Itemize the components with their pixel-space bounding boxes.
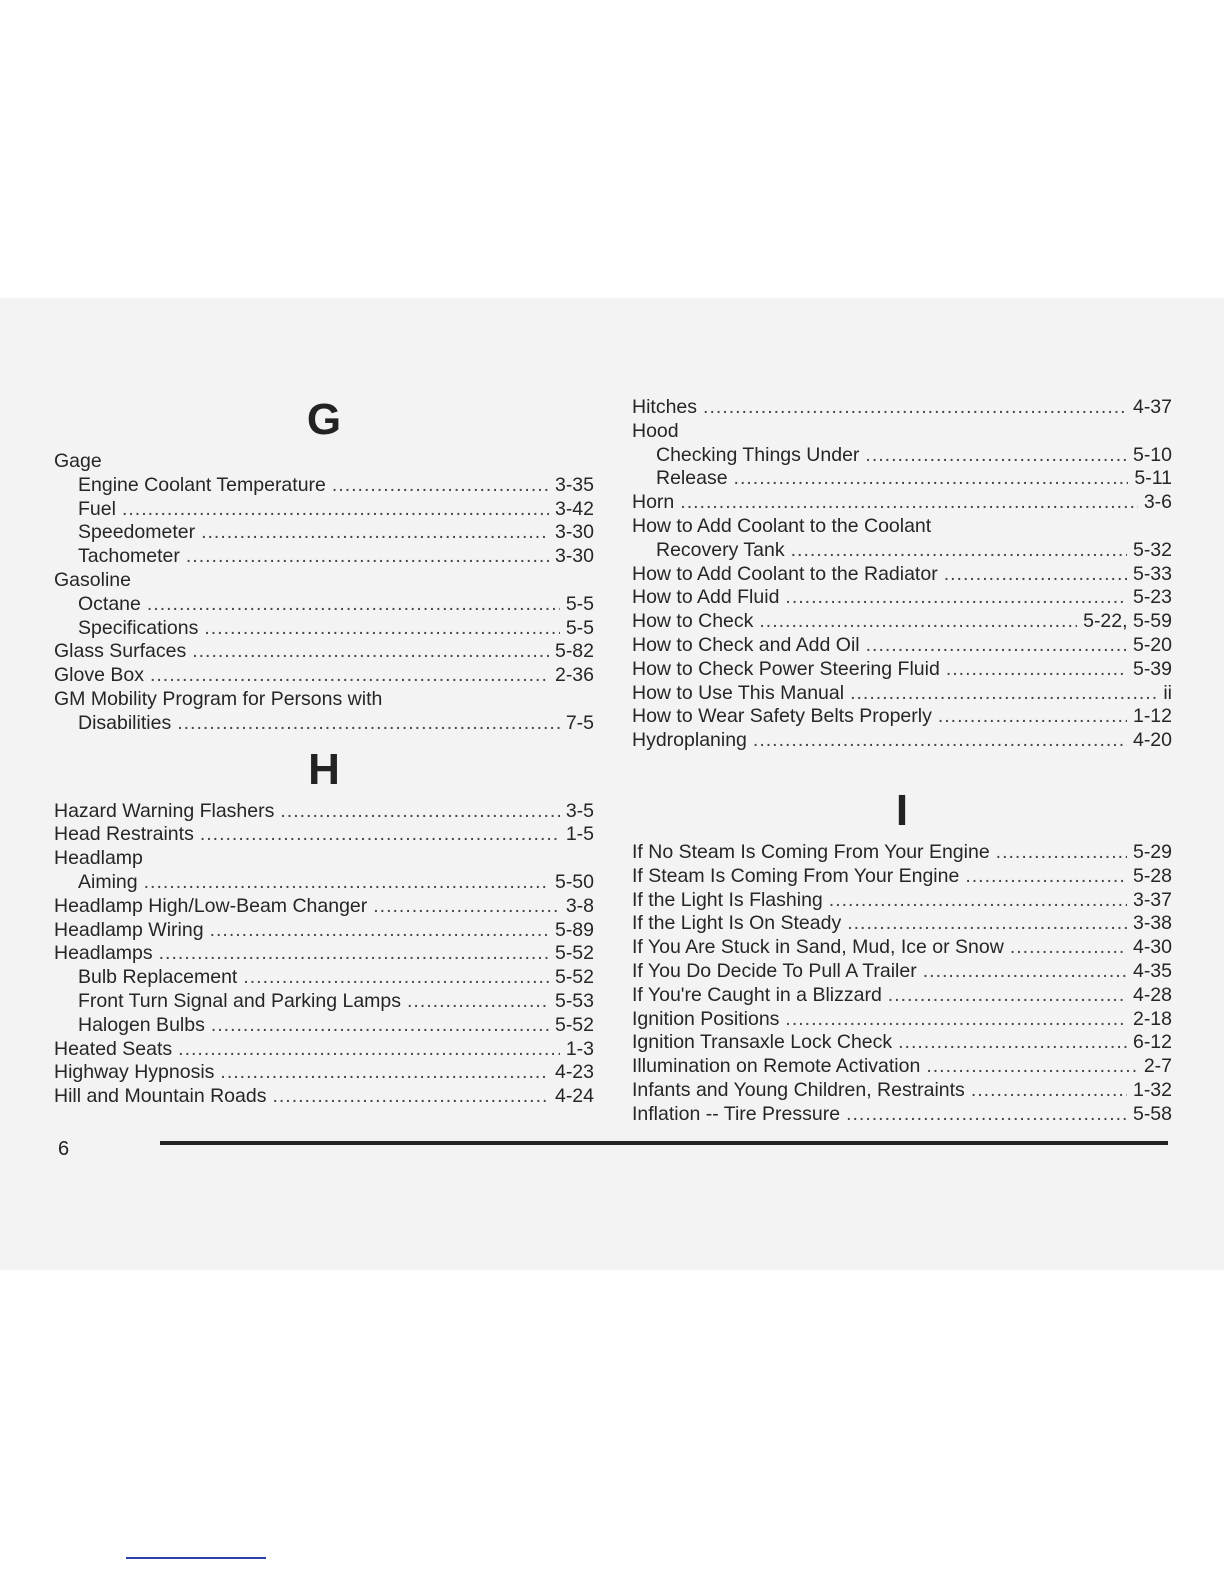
- dot-leader: [971, 1079, 1127, 1103]
- dot-leader: [122, 498, 549, 522]
- index-entry[interactable]: [632, 841, 1172, 865]
- index-entry[interactable]: [54, 498, 594, 522]
- index-entry-label: Headlamp Wiring: [54, 918, 204, 941]
- index-entry[interactable]: [54, 569, 594, 593]
- index-entry-label: Hydroplaning: [632, 729, 747, 752]
- index-entry[interactable]: [632, 984, 1172, 1008]
- index-entry-label: If the Light Is Flashing: [632, 888, 823, 911]
- index-entry[interactable]: [54, 990, 594, 1014]
- index-entry-label: Front Turn Signal and Parking Lamps: [78, 989, 402, 1012]
- index-entry[interactable]: [632, 682, 1172, 706]
- index-entry[interactable]: [54, 450, 594, 474]
- index-entry-page: 5-22, 5-59: [1083, 610, 1172, 633]
- index-entry-page: 1-12: [1132, 705, 1172, 728]
- dot-leader: [680, 491, 1138, 515]
- section-letter-i: I: [895, 785, 909, 835]
- index-entry-label: Illumination on Remote Activation: [632, 1055, 921, 1078]
- index-entry-page: 5-58: [1132, 1102, 1172, 1125]
- index-entry-label: Highway Hypnosis: [54, 1061, 215, 1084]
- index-entry-label: Horn: [632, 491, 675, 514]
- index-entry-label: Speedometer: [78, 521, 196, 544]
- index-entry-label: Disabilities: [78, 711, 172, 734]
- index-entry[interactable]: [54, 712, 594, 736]
- index-entry-label: Infants and Young Children, Restraints: [632, 1078, 965, 1101]
- index-entry-label: Headlamp High/Low-Beam Changer: [54, 894, 368, 917]
- dot-leader: [210, 919, 549, 943]
- index-entry[interactable]: [632, 1008, 1172, 1032]
- section-letter-h: H: [308, 744, 340, 794]
- dot-leader: [926, 1055, 1137, 1079]
- index-entry-page: 3-38: [1132, 912, 1172, 935]
- index-entry-label: If You're Caught in a Blizzard: [632, 983, 882, 1006]
- index-entry-label: If Steam Is Coming From Your Engine: [632, 864, 960, 887]
- index-entry-page: 2-7: [1143, 1055, 1172, 1078]
- right-column: [632, 396, 1172, 1127]
- dot-leader: [888, 984, 1127, 1008]
- index-entry[interactable]: [54, 688, 594, 712]
- section-h-entries: [54, 800, 594, 1109]
- index-entry-page: 5-89: [554, 918, 594, 941]
- index-entry-label: Heated Seats: [54, 1037, 173, 1060]
- index-entry-page: 5-32: [1132, 538, 1172, 561]
- index-entry-page: 5-52: [554, 1013, 594, 1036]
- index-entry-page: 2-36: [554, 664, 594, 687]
- index-entry-label: Glass Surfaces: [54, 640, 187, 663]
- left-column: [54, 395, 594, 1109]
- index-entry-page: 5-33: [1132, 562, 1172, 585]
- dot-leader: [192, 640, 549, 664]
- index-entry-page: 5-82: [554, 640, 594, 663]
- index-entry-page: 3-30: [554, 545, 594, 568]
- dot-leader: [791, 539, 1127, 563]
- index-entry-label: Hazard Warning Flashers: [54, 799, 275, 822]
- section-letter-g: G: [306, 395, 342, 444]
- dot-leader: [965, 865, 1127, 889]
- index-entry-page: 3-5: [565, 799, 594, 822]
- index-entry-label: Recovery Tank: [656, 538, 785, 561]
- section-g-entries: [54, 450, 594, 736]
- index-entry-page: 4-28: [1132, 983, 1172, 1006]
- dot-leader: [177, 712, 560, 736]
- dot-leader: [703, 396, 1127, 420]
- index-entry[interactable]: [632, 563, 1172, 587]
- index-entry-label: Gage: [54, 450, 102, 472]
- index-entry[interactable]: [632, 491, 1172, 515]
- index-entry[interactable]: [632, 1103, 1172, 1127]
- index-entry-label: Headlamp: [54, 847, 143, 870]
- dot-leader: [186, 545, 549, 569]
- index-entry-label: Tachometer: [78, 545, 180, 568]
- index-entry-page: 2-18: [1132, 1007, 1172, 1030]
- index-entry-page: 4-23: [554, 1061, 594, 1084]
- index-entry-page: 1-32: [1132, 1078, 1172, 1101]
- index-entry-label: Hill and Mountain Roads: [54, 1085, 267, 1108]
- dot-leader: [1010, 936, 1127, 960]
- index-entry[interactable]: [632, 960, 1172, 984]
- dot-leader: [785, 586, 1127, 610]
- dot-leader: [332, 474, 549, 498]
- index-entry[interactable]: [54, 1085, 594, 1109]
- index-entry-page: 4-30: [1132, 936, 1172, 959]
- index-entry-page: 5-52: [554, 966, 594, 989]
- index-entry-label: How to Add Coolant to the Coolant: [632, 514, 932, 537]
- index-entry-page: 5-5: [565, 616, 594, 639]
- index-entry-page: 1-5: [565, 823, 594, 846]
- index-entry-page: 3-35: [554, 473, 594, 496]
- index-entry-page: 5-23: [1132, 586, 1172, 609]
- dot-leader: [150, 664, 549, 688]
- index-entry-page: 3-30: [554, 521, 594, 544]
- index-entry-page: 5-39: [1132, 657, 1172, 680]
- index-entry[interactable]: [632, 658, 1172, 682]
- index-entry[interactable]: [54, 895, 594, 919]
- dot-leader: [243, 966, 549, 990]
- section-h-continued-entries: [632, 396, 1172, 753]
- index-entry-label: Headlamps: [54, 942, 153, 965]
- index-entry-page: 5-11: [1134, 467, 1172, 490]
- index-entry-page: 5-29: [1132, 840, 1172, 863]
- index-entry[interactable]: [632, 586, 1172, 610]
- index-entry-page: ii: [1163, 681, 1172, 704]
- dot-leader: [147, 593, 560, 617]
- index-entry[interactable]: [632, 444, 1172, 468]
- index-entry-page: 5-52: [554, 942, 594, 965]
- index-entry-page: 3-8: [565, 894, 594, 917]
- index-entry[interactable]: [632, 539, 1172, 563]
- index-entry-label: How to Check and Add Oil: [632, 633, 860, 656]
- index-entry-page: 3-6: [1143, 491, 1172, 514]
- index-entry[interactable]: [54, 593, 594, 617]
- dot-leader: [785, 1008, 1127, 1032]
- dot-leader: [204, 617, 559, 641]
- index-entry-label: Glove Box: [54, 664, 144, 687]
- index-entry[interactable]: [632, 515, 1172, 539]
- index-entry-page: 4-35: [1132, 959, 1172, 982]
- index-entry[interactable]: [632, 610, 1172, 634]
- index-entry[interactable]: [54, 1061, 594, 1085]
- dot-leader: [759, 610, 1077, 634]
- index-entry[interactable]: [632, 705, 1172, 729]
- dot-leader: [847, 912, 1127, 936]
- index-entry[interactable]: [54, 847, 594, 871]
- dot-leader: [938, 705, 1127, 729]
- index-entry-label: If No Steam Is Coming From Your Engine: [632, 840, 990, 863]
- index-entry[interactable]: [632, 420, 1172, 444]
- dot-leader: [946, 658, 1127, 682]
- footer-link-underline[interactable]: [126, 1557, 266, 1559]
- index-entry-label: How to Add Coolant to the Radiator: [632, 562, 938, 585]
- index-entry-page: 3-37: [1132, 888, 1172, 911]
- index-entry-page: 4-37: [1132, 396, 1172, 418]
- index-entry-page: 5-5: [565, 592, 594, 615]
- dot-leader: [944, 563, 1127, 587]
- index-entry-page: 5-50: [554, 870, 594, 893]
- index-entry[interactable]: [54, 474, 594, 498]
- index-entry[interactable]: [54, 1014, 594, 1038]
- dot-leader: [159, 942, 549, 966]
- dot-leader: [373, 895, 560, 919]
- index-entry-page: 5-10: [1132, 443, 1172, 466]
- index-entry-label: Ignition Positions: [632, 1007, 780, 1030]
- page-number: 6: [58, 1138, 70, 1160]
- index-entry[interactable]: [632, 1079, 1172, 1103]
- index-entry-label: Octane: [78, 592, 141, 615]
- index-entry[interactable]: [54, 617, 594, 641]
- index-entry-label: If You Do Decide To Pull A Trailer: [632, 959, 917, 982]
- dot-leader: [923, 960, 1127, 984]
- index-entry-page: 3-42: [554, 497, 594, 520]
- index-entry-page: 5-53: [554, 989, 594, 1012]
- index-entry[interactable]: [632, 936, 1172, 960]
- index-entry-page: 1-3: [565, 1037, 594, 1060]
- index-entry-label: How to Check: [632, 610, 754, 633]
- index-entry[interactable]: [54, 1038, 594, 1062]
- dot-leader: [850, 682, 1157, 706]
- index-entry-label: How to Use This Manual: [632, 681, 845, 704]
- dot-leader: [211, 1014, 549, 1038]
- index-entry-label: How to Wear Safety Belts Properly: [632, 705, 932, 728]
- index-entry-page: 7-5: [565, 711, 594, 734]
- dot-leader: [272, 1085, 549, 1109]
- index-entry[interactable]: [54, 919, 594, 943]
- index-entry[interactable]: [54, 800, 594, 824]
- index-entry-label: Engine Coolant Temperature: [78, 473, 326, 496]
- index-entry-label: If You Are Stuck in Sand, Mud, Ice or Snow: [632, 936, 1004, 959]
- index-entry[interactable]: [632, 634, 1172, 658]
- dot-leader: [407, 990, 549, 1014]
- index-entry-label: Specifications: [78, 616, 199, 639]
- index-entry-page: 6-12: [1132, 1031, 1172, 1054]
- index-entry[interactable]: [632, 912, 1172, 936]
- index-entry-label: How to Add Fluid: [632, 586, 780, 609]
- index-entry-label: Hitches: [632, 396, 698, 418]
- index-entry-label: Release: [656, 467, 728, 490]
- dot-leader: [220, 1061, 549, 1085]
- index-entry[interactable]: [632, 396, 1172, 420]
- index-entry-label: Halogen Bulbs: [78, 1013, 205, 1036]
- dot-leader: [178, 1038, 560, 1062]
- index-entry[interactable]: [54, 640, 594, 664]
- index-entry-page: 5-20: [1132, 633, 1172, 656]
- index-entry[interactable]: [632, 729, 1172, 753]
- index-entry[interactable]: [54, 545, 594, 569]
- index-entry-label: Fuel: [78, 497, 116, 520]
- index-entry-label: Aiming: [78, 870, 138, 893]
- index-entry-label: Bulb Replacement: [78, 966, 238, 989]
- dot-leader: [898, 1031, 1127, 1055]
- dot-leader: [865, 444, 1127, 468]
- dot-leader: [996, 841, 1127, 865]
- index-entry[interactable]: [54, 871, 594, 895]
- dot-leader: [866, 634, 1127, 658]
- index-entry[interactable]: [54, 823, 594, 847]
- index-entry-page: 4-20: [1132, 729, 1172, 752]
- index-entry[interactable]: [632, 865, 1172, 889]
- index-entry-label: Checking Things Under: [656, 443, 860, 466]
- index-entry-label: How to Check Power Steering Fluid: [632, 657, 940, 680]
- index-entry[interactable]: [54, 966, 594, 990]
- dot-leader: [734, 467, 1129, 491]
- index-entry-page: 4-24: [554, 1085, 594, 1108]
- index-entry[interactable]: [54, 664, 594, 688]
- index-entry[interactable]: [632, 889, 1172, 913]
- index-entry-page: 5-28: [1132, 864, 1172, 887]
- index-entry-label: Ignition Transaxle Lock Check: [632, 1031, 893, 1054]
- index-entry-label: If the Light Is On Steady: [632, 912, 842, 935]
- footer-rule: [160, 1141, 1168, 1145]
- index-entry[interactable]: [54, 521, 594, 545]
- dot-leader: [829, 889, 1127, 913]
- index-entry[interactable]: [632, 1055, 1172, 1079]
- dot-leader: [753, 729, 1127, 753]
- index-entry[interactable]: [632, 1031, 1172, 1055]
- index-entry[interactable]: [632, 467, 1172, 491]
- index-entry-label: Head Restraints: [54, 823, 194, 846]
- index-entry-label: Inflation -- Tire Pressure: [632, 1102, 841, 1125]
- dot-leader: [201, 521, 549, 545]
- index-entry-label: Hood: [632, 419, 679, 442]
- index-entry[interactable]: [54, 942, 594, 966]
- dot-leader: [200, 823, 560, 847]
- dot-leader: [846, 1103, 1127, 1127]
- dot-leader: [144, 871, 549, 895]
- index-entry-label: GM Mobility Program for Persons with: [54, 687, 383, 710]
- index-entry-label: Gasoline: [54, 568, 131, 591]
- section-i-entries: [632, 841, 1172, 1127]
- dot-leader: [280, 800, 559, 824]
